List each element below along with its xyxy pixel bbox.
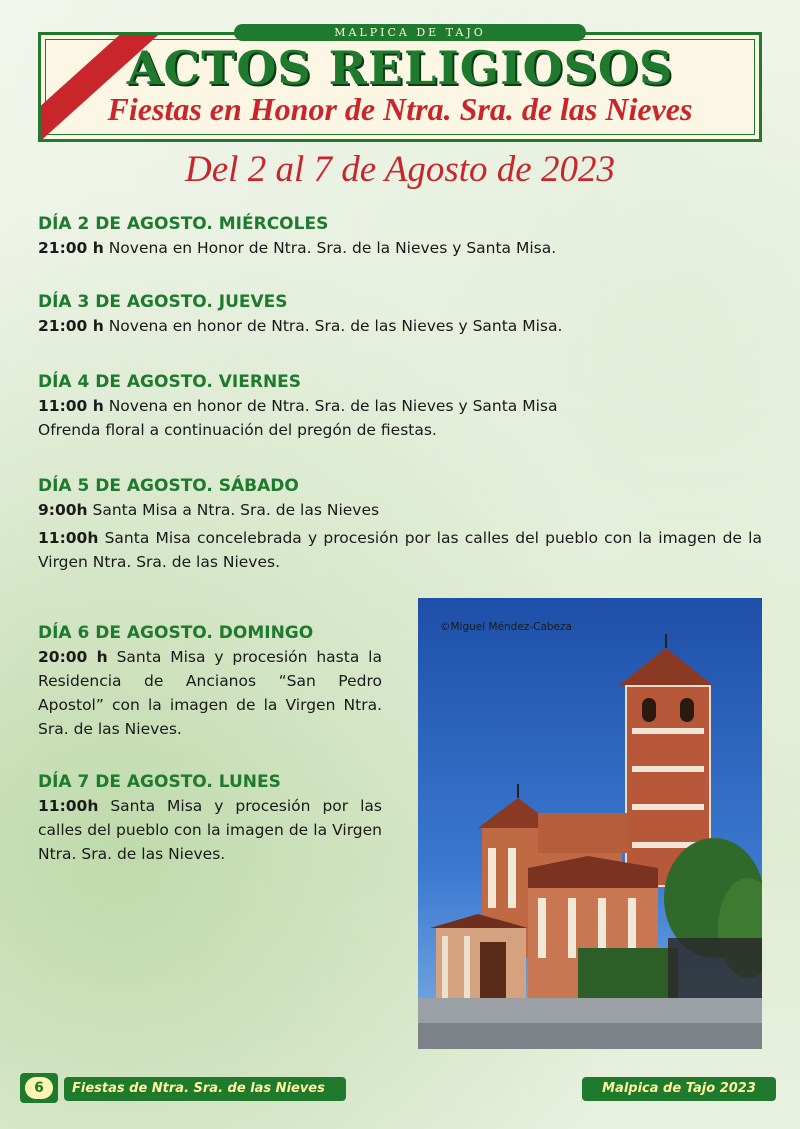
day-block-2 [38,212,762,260]
day-heading: DÍA 3 DE AGOSTO. JUEVES [38,292,288,312]
schedule-text: Novena en honor de Ntra. Sra. de las Nieves y Santa Misa. [103,317,563,335]
day-block-3 [38,290,762,338]
page-title: ACTOS RELIGIOSOS [126,41,674,95]
schedule-line [38,236,762,260]
footer-left-label: Fiestas de Ntra. Sra. de las Nieves [64,1077,346,1101]
schedule-time: 21:00 h [38,317,104,335]
schedule-line [38,526,762,574]
schedule-time: 20:00 h [38,648,108,666]
schedule-text: Novena en Honor de Ntra. Sra. de la Nieves y Santa Misa. [103,239,557,257]
schedule-text: Ofrenda floral a continuación del pregón de fiestas. [38,421,437,439]
day-block-7 [38,770,382,866]
schedule-text: Santa Misa concelebrada y procesión por las calles del pueblo con la imagen de la Virgen Ntra. Sra. de las Nieves. [38,529,762,571]
day-heading: DÍA 5 DE AGOSTO. SÁBADO [38,476,299,496]
schedule-line [38,645,382,741]
schedule-text: Santa Misa a Ntra. Sra. de las Nieves [87,501,380,519]
schedule-text: Santa Misa y procesión por las calles del pueblo con la imagen de la Virgen Ntra. Sra. de las Nieves. [38,797,382,863]
header-banner [38,32,762,142]
day-heading: DÍA 6 DE AGOSTO. DOMINGO [38,623,314,643]
photo-credit: ©Miguel Méndez-Cabeza [440,621,572,633]
church-photo [418,598,762,1049]
schedule-line [38,314,762,338]
page-number-box [20,1073,58,1103]
schedule-text: Novena en honor de Ntra. Sra. de las Nieves y Santa Misa [103,397,558,415]
page-subtitle: Fiestas en Honor de Ntra. Sra. de las Nieves [107,91,693,127]
day-heading: DÍA 2 DE AGOSTO. MIÉRCOLES [38,214,329,234]
schedule-line [38,394,762,418]
schedule-time: 11:00h [38,797,99,815]
schedule-text: Santa Misa y procesión hasta la Residencia de Ancianos “San Pedro Apostol” con la imagen de la Virgen Ntra. Sra. de las Nieves. [38,648,382,738]
church-illustration [418,598,762,1049]
footer-right-label: Malpica de Tajo 2023 [582,1077,776,1101]
schedule-time: 11:00 h [38,397,104,415]
page-number: 6 [25,1077,53,1099]
date-range: Del 2 al 7 de Agosto de 2023 [185,149,615,190]
schedule-time: 11:00h [38,529,99,547]
day-heading: DÍA 4 DE AGOSTO. VIERNES [38,372,302,392]
schedule-line [38,498,762,522]
schedule-line [38,418,762,442]
day-block-5 [38,474,762,574]
day-block-6 [38,621,382,741]
header-tag: MALPICA DE TAJO [234,24,586,41]
schedule-line [38,794,382,866]
schedule-time: 21:00 h [38,239,104,257]
day-block-4 [38,370,762,442]
day-heading: DÍA 7 DE AGOSTO. LUNES [38,772,281,792]
schedule-time: 9:00h [38,501,88,519]
